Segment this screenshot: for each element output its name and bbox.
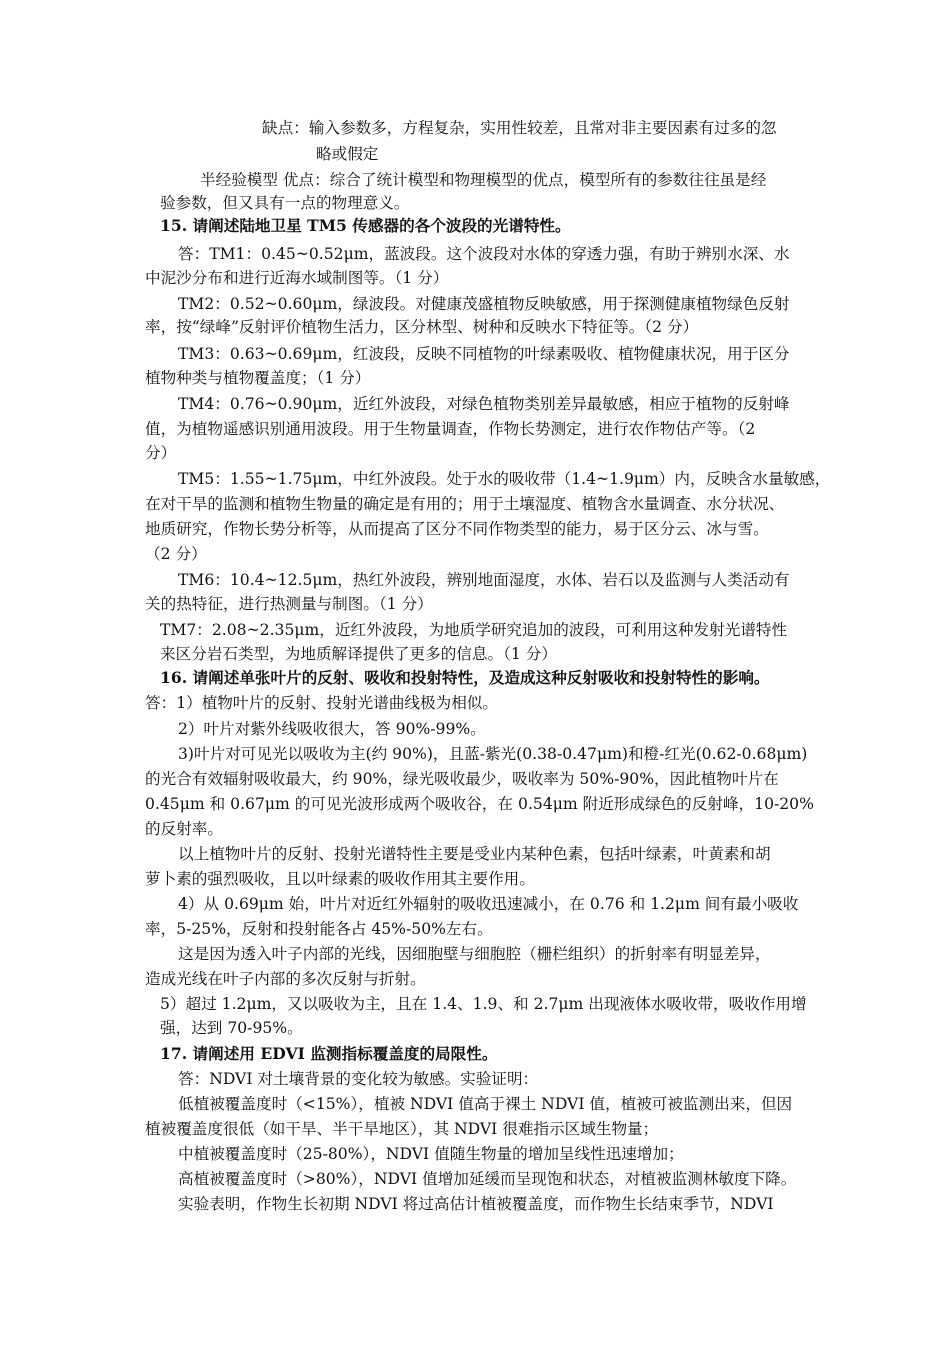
text-line: 的光合有效辐射吸收最大，约 90%，绿光吸收最少，吸收率为 50%-90%，因此植物叶片在 bbox=[145, 770, 779, 788]
text-line: 低植被覆盖度时（<15%），植被 NDVI 值高于裸土 NDVI 值，植被可被监测出来，但因 bbox=[178, 1095, 793, 1113]
text-line: 缺点：输入参数多，方程复杂，实用性较差，且常对非主要因素有过多的忽 bbox=[262, 119, 777, 137]
text-line: TM6：10.4~12.5μm，热红外波段，辨别地面湿度，水体、岩石以及监测与人类活动有 bbox=[178, 571, 790, 589]
question-heading: 17. 请阐述用 EDVI 监测指标覆盖度的局限性。 bbox=[160, 1044, 498, 1063]
text-line: 萝卜素的强烈吸收，且以叶绿素的吸收作用其主要作用。 bbox=[145, 870, 535, 888]
text-line: 植物种类与植物覆盖度；（1 分） bbox=[145, 369, 371, 387]
text-line: 植被覆盖度很低（如干旱、半干旱地区），其 NDVI 很难指示区域生物量； bbox=[145, 1120, 659, 1138]
text-line: 在对干旱的监测和植物生物量的确定是有用的；用于土壤湿度、植物含水量调查、水分状况、 bbox=[145, 495, 785, 513]
text-line: 造成光线在叶子内部的多次反射与折射。 bbox=[145, 970, 426, 988]
text-line: 中植被覆盖度时（25-80%），NDVI 值随生物量的增加呈线性迅速增加； bbox=[178, 1145, 684, 1163]
question-heading: 16. 请阐述单张叶片的反射、吸收和投射特性，及造成这种反射吸收和投射特性的影响。 bbox=[160, 668, 770, 687]
text-line: 4）从 0.69μm 始，叶片对近红外辐射的吸收迅速减小，在 0.76 和 1.2μm 间有最小吸收 bbox=[178, 895, 799, 913]
text-line: 的反射率。 bbox=[145, 820, 223, 838]
text-line: （2 分） bbox=[145, 545, 207, 563]
text-line: 以上植物叶片的反射、投射光谱特性主要是受业内某种色素，包括叶绿素，叶黄素和胡 bbox=[178, 845, 771, 863]
text-line: 强，达到 70-95%。 bbox=[160, 1019, 303, 1037]
text-line: 值，为植物遥感识别通用波段。用于生物量调查，作物长势测定，进行农作物估产等。（2 bbox=[145, 420, 756, 438]
text-line: 来区分岩石类型，为地质解译提供了更多的信息。（1 分） bbox=[160, 645, 557, 663]
text-line: 半经验模型 优点：综合了统计模型和物理模型的优点，模型所有的参数往往虽是经 bbox=[200, 171, 767, 189]
text-line: TM3：0.63~0.69μm，红波段，反映不同植物的叶绿素吸收、植物健康状况，用于区分 bbox=[178, 345, 790, 363]
text-line: 5）超过 1.2μm，又以吸收为主，且在 1.4、1.9、和 2.7μm 出现液体水吸收带，吸收作用增 bbox=[160, 995, 807, 1013]
text-line: 地质研究，作物长势分析等，从而提高了区分不同作物类型的能力，易于区分云、冰与雪。 bbox=[145, 520, 769, 538]
text-line: 验参数，但又具有一点的物理意义。 bbox=[160, 194, 410, 212]
text-line: 关的热特征，进行热测量与制图。（1 分） bbox=[145, 595, 433, 613]
text-line: TM4：0.76~0.90μm，近红外波段，对绿色植物类别差异最敏感，相应于植物的反射峰 bbox=[178, 395, 790, 413]
text-line: 率，按“绿峰”反射评价植物生活力，区分林型、树种和反映水下特征等。（2 分） bbox=[145, 318, 699, 336]
text-line: 分） bbox=[145, 444, 177, 462]
text-line: 中泥沙分布和进行近海水域制图等。（1 分） bbox=[145, 269, 449, 287]
text-line: 答：1）植物叶片的反射、投射光谱曲线极为相似。 bbox=[145, 694, 498, 712]
question-heading: 15. 请阐述陆地卫星 TM5 传感器的各个波段的光谱特性。 bbox=[160, 216, 571, 235]
text-line: 高植被覆盖度时（>80%），NDVI 值增加延缓而呈现饱和状态，对植被监测林敏度下降。 bbox=[178, 1170, 797, 1188]
text-line: 答：TM1：0.45~0.52μm，蓝波段。这个波段对水体的穿透力强，有助于辨别水深、水 bbox=[178, 245, 790, 263]
text-line: 2）叶片对紫外线吸收很大，答 90%-99%。 bbox=[178, 720, 486, 738]
text-line: 略或假定 bbox=[316, 145, 379, 163]
text-line: 实验表明，作物生长初期 NDVI 将过高估计植被覆盖度，而作物生长结束季节，NDVI bbox=[178, 1195, 774, 1213]
text-line: TM2：0.52~0.60μm，绿波段。对健康茂盛植物反映敏感，用于探测健康植物绿色反射 bbox=[178, 295, 790, 313]
text-line: TM5：1.55~1.75μm，中红外波段。处于水的吸收带（1.4~1.9μm）内，反映含水量敏感， bbox=[178, 470, 831, 488]
text-line: 0.45μm 和 0.67μm 的可见光波形成两个吸收谷，在 0.54μm 附近形成绿色的反射峰，10-20% bbox=[145, 795, 814, 813]
text-line: TM7：2.08~2.35μm，近红外波段，为地质学研究追加的波段，可利用这种发射光谱特性 bbox=[160, 621, 788, 639]
text-line: 这是因为透入叶子内部的光线，因细胞壁与细胞腔（栅栏组织）的折射率有明显差异， bbox=[178, 945, 771, 963]
text-line: 3)叶片对可见光以吸收为主(约 90%)，且蓝-紫光(0.38-0.47μm)和橙-红光(0.62-0.68μm) bbox=[178, 745, 808, 763]
text-line: 答：NDVI 对土壤背景的变化较为敏感。实验证明： bbox=[178, 1070, 539, 1088]
text-line: 率，5-25%，反射和投射能各占 45%-50%左右。 bbox=[145, 920, 493, 938]
